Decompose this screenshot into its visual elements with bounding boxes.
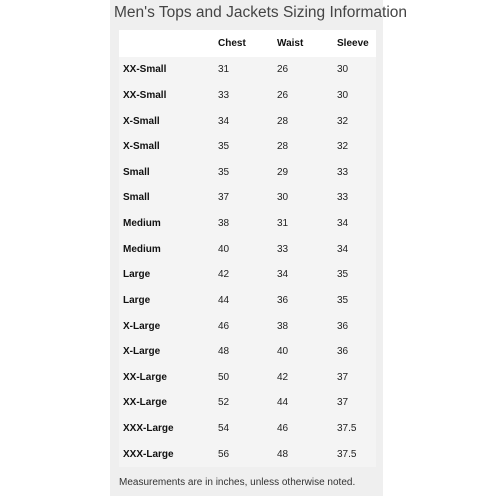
sleeve-cell: 32 — [337, 141, 349, 153]
chest-cell: 56 — [218, 448, 230, 460]
table-row — [119, 313, 376, 339]
table-row — [119, 134, 376, 160]
chest-cell: 48 — [218, 346, 230, 358]
sleeve-cell: 35 — [337, 269, 349, 281]
size-cell: Small — [123, 192, 150, 204]
chest-cell: 40 — [218, 243, 230, 255]
size-cell: XX-Small — [123, 64, 167, 76]
size-cell: X-Large — [123, 320, 161, 332]
table-row — [119, 83, 376, 109]
header-sleeve: Sleeve — [337, 38, 369, 49]
waist-cell: 42 — [277, 371, 289, 383]
sizing-panel — [110, 0, 408, 496]
waist-cell: 33 — [277, 243, 289, 255]
table-row — [119, 339, 376, 365]
size-cell: XXX-Large — [123, 448, 174, 460]
chest-cell: 34 — [218, 115, 230, 127]
waist-cell: 46 — [277, 423, 289, 435]
sleeve-cell: 36 — [337, 320, 349, 332]
waist-cell: 40 — [277, 346, 289, 358]
table-row — [119, 416, 376, 442]
chest-cell: 38 — [218, 218, 230, 230]
size-cell: X-Small — [123, 115, 160, 127]
sleeve-cell: 34 — [337, 218, 349, 230]
table-row — [119, 262, 376, 288]
sleeve-cell: 35 — [337, 294, 349, 306]
chest-cell: 44 — [218, 294, 230, 306]
size-cell: X-Large — [123, 346, 161, 358]
sizing-table — [119, 30, 376, 467]
sleeve-cell: 32 — [337, 115, 349, 127]
sleeve-cell: 33 — [337, 192, 349, 204]
chest-cell: 54 — [218, 423, 230, 435]
sleeve-cell: 36 — [337, 346, 349, 358]
waist-cell: 38 — [277, 320, 289, 332]
sleeve-cell: 30 — [337, 89, 349, 101]
size-cell: Large — [123, 294, 151, 306]
waist-cell: 28 — [277, 141, 289, 153]
table-row — [119, 236, 376, 262]
table-row — [119, 365, 376, 391]
chest-cell: 31 — [218, 64, 230, 76]
footnote: Measurements are in inches, unless otherwise noted. — [119, 477, 356, 488]
chest-cell: 42 — [218, 269, 230, 281]
table-row — [119, 288, 376, 314]
waist-cell: 30 — [277, 192, 289, 204]
size-cell: XX-Large — [123, 397, 167, 409]
size-cell: X-Small — [123, 141, 160, 153]
table-row — [119, 441, 376, 467]
sleeve-cell: 34 — [337, 243, 349, 255]
waist-cell: 28 — [277, 115, 289, 127]
table-header-row — [119, 30, 376, 57]
table-row — [119, 160, 376, 186]
waist-cell: 29 — [277, 166, 289, 178]
sleeve-cell: 33 — [337, 166, 349, 178]
waist-cell: 34 — [277, 269, 289, 281]
sleeve-cell: 37.5 — [337, 423, 357, 435]
table-row — [119, 185, 376, 211]
sleeve-cell: 37 — [337, 371, 349, 383]
sleeve-cell: 37.5 — [337, 448, 357, 460]
chest-cell: 37 — [218, 192, 230, 204]
size-cell: Medium — [123, 218, 161, 230]
size-cell: Small — [123, 166, 150, 178]
sleeve-cell: 30 — [337, 64, 349, 76]
size-cell: Medium — [123, 243, 161, 255]
waist-cell: 36 — [277, 294, 289, 306]
table-row — [119, 108, 376, 134]
table-row — [119, 390, 376, 416]
page-title: Men's Tops and Jackets Sizing Information — [114, 4, 408, 21]
chest-cell: 33 — [218, 89, 230, 101]
size-cell: Large — [123, 269, 151, 281]
size-cell: XX-Large — [123, 371, 167, 383]
chest-cell: 52 — [218, 397, 230, 409]
waist-cell: 26 — [277, 89, 289, 101]
waist-cell: 44 — [277, 397, 289, 409]
header-chest: Chest — [218, 38, 246, 49]
chest-cell: 35 — [218, 166, 230, 178]
waist-cell: 48 — [277, 448, 289, 460]
chest-cell: 35 — [218, 141, 230, 153]
size-cell: XX-Small — [123, 89, 167, 101]
size-cell: XXX-Large — [123, 423, 174, 435]
sleeve-cell: 37 — [337, 397, 349, 409]
table-row — [119, 211, 376, 237]
waist-cell: 31 — [277, 218, 289, 230]
waist-cell: 26 — [277, 64, 289, 76]
chest-cell: 46 — [218, 320, 230, 332]
header-waist: Waist — [277, 38, 304, 49]
chest-cell: 50 — [218, 371, 230, 383]
table-row — [119, 57, 376, 83]
